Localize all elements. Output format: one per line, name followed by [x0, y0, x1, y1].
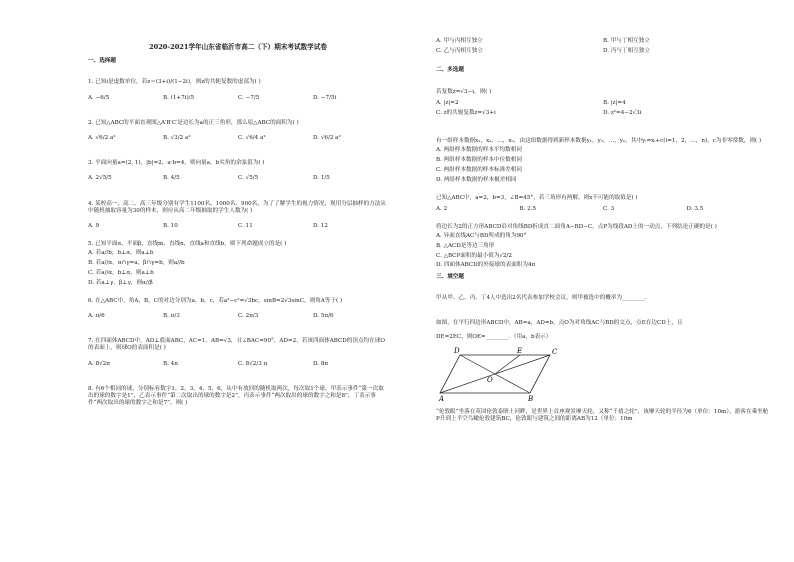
option-b: B. 两组样本数据的样本中位数相同: [436, 157, 522, 164]
option-b: B. |z|=4: [603, 99, 626, 106]
exam-title: 2020-2021学年山东省临沂市高二（下）期末考试数学试卷: [149, 43, 327, 51]
label-d: D: [454, 347, 460, 356]
option-a: A. 2: [436, 205, 448, 212]
option-c: C. △BCP面积的最小值为√2/2: [436, 252, 512, 259]
section-heading-fill: 三、填空题: [436, 273, 464, 280]
parallelogram-figure: [440, 347, 770, 404]
option-a: A. −6/5: [88, 94, 110, 101]
option-d: D. 两组样本数据的样本极差相同: [436, 176, 517, 183]
option-a: A. 9: [88, 223, 100, 230]
option-b: B. 若a//α，α∩γ=a，β∩γ=b，则a//b: [88, 260, 185, 267]
label-c: C: [552, 348, 558, 357]
option-b: B. 2.5: [519, 205, 537, 212]
options: [88, 313, 388, 320]
question-text: 4. 某校高一、高二、高三年级分别有学生1100名、1000名、900名，为了了解学生的视力情况，现用分层抽样的方法从中随机抽取容量为30的样本，则应从高二年级抽取的学生人数为( ): [88, 200, 386, 214]
question-3: [88, 160, 388, 182]
options: [88, 250, 388, 286]
option-d: D. √6/2 a²: [313, 135, 341, 142]
right-column: [436, 38, 770, 427]
option-c: C. 11: [238, 223, 253, 230]
options: [436, 147, 770, 183]
option-d: D. 3.5: [686, 205, 704, 212]
option-d: D. 12: [313, 223, 328, 230]
question-6: [88, 298, 388, 320]
parallelogram-diagram: [439, 347, 570, 404]
question-text: 7. 在四面体ABCD中，AD⊥底面ABC，AC=1，AB=√3，且∠BAC=90°，AD=2，若该四面体ABCD的顶点均在球O的表面上，则球O的表面积是( ): [88, 338, 385, 352]
option-d: D. 1/5: [313, 175, 330, 182]
option-a: A. 若a//b，b⊥α，则a⊥b: [88, 250, 154, 257]
options: [88, 361, 388, 368]
label-e: E: [517, 347, 523, 356]
question-8: [88, 386, 388, 408]
option-d: D. 5π/6: [313, 312, 334, 319]
option-c: C. 8√2/3 π: [238, 360, 268, 367]
option-b: B. π/3: [163, 312, 180, 319]
label-o: O: [487, 376, 493, 385]
options: [436, 100, 770, 120]
question-text: 将边长为2的正方形ABCD沿对角线BD折成直二面角A−BD−C，点P为线段AD上的一动点，下列结论正确的是( ): [436, 224, 717, 231]
question-text-line2: DE=2EC，则OE=________．（用a，b表示）: [436, 334, 552, 341]
question-7: [88, 338, 388, 368]
options: [88, 95, 388, 102]
options: [88, 135, 388, 142]
option-b: B. √3/2 a²: [163, 135, 191, 142]
question-2: [88, 120, 388, 142]
question-text: 已知△ABC中，a=2，b=3，∠B=45°，若三角形有两解，则x不可能的取值是( ): [436, 194, 638, 201]
segment-oe: [495, 355, 520, 374]
option-b: B. 4π: [163, 360, 178, 367]
option-a: A. 2√5/5: [88, 175, 112, 182]
option-a: A. √6/2 a²: [88, 135, 116, 142]
option-a: A. 8√2π: [88, 360, 110, 367]
option-c: C. 2π/3: [238, 312, 259, 319]
option-d: D. −7/5i: [313, 94, 337, 101]
option-a: A. π/6: [88, 312, 105, 319]
option-a: A. 甲与丙相互独立: [436, 38, 483, 44]
options: [436, 233, 770, 269]
question-text: 有一组样本数据x₁，x₂，…，xₙ，由这组数据得到新样本数据y₁，y₂，…，yₙ，其中yᵢ=xᵢ+c(i=1，2，…，n)，c为非零常数，则( ): [436, 138, 762, 145]
option-c: C. z的共轭复数z=√3+i: [436, 110, 496, 117]
option-c: C. 两组样本数据的样本标准差相同: [436, 166, 522, 173]
section-heading-choice: 一、选择题: [88, 58, 116, 65]
option-d: D. z²=4−2√3i: [603, 110, 642, 117]
question-1: [88, 79, 388, 101]
question-text-line1: 如图，在平行四边形ABCD中，AB=a，AD=b，点O为对角线AC与BD的交点，点E在边CD上，且: [436, 320, 683, 327]
option-c: C. 乙与丙相互独立: [436, 48, 483, 55]
option-d: D. 四面体ABCD的外接球的表面积为4π: [436, 262, 536, 269]
option-a: A. 异面直线AC与BD所成的角为90°: [436, 233, 527, 240]
question-text: 1. 已知i是虚数单位，若z＝(3+i)/(1−2i)，则z的共轭复数的虚部为( ): [88, 79, 261, 86]
section-heading-multi: 二、多选题: [436, 67, 464, 74]
question-15: “伦敦眼”坐落在英国伦敦泰晤士河畔，是世界上首座观景摩天轮，又称“千禧之轮”，该摩天轮的半径为6（单位：10m），游客在乘坐舱P升到上半空鸟瞰伦敦建筑BC，伦敦眼与建筑之间的距离AB为12（单位：10m: [436, 408, 769, 422]
option-d: D. 若a⊥γ，β⊥γ，则α//β: [88, 279, 153, 286]
option-b: B. 10: [163, 223, 178, 230]
options: [88, 175, 388, 182]
option-c: C. √5/5: [238, 175, 259, 182]
option-a: A. |z|=2: [436, 99, 459, 106]
question-text: 6. 在△ABC中，角A，B，C的对边分别为a，b，c，若a²−c²=√3bc，sinB=2√3sinC，则角A等于( ): [88, 297, 343, 304]
option-b: B. △ACD是等边三角形: [436, 243, 495, 250]
option-b: B. 甲与丁相互独立: [603, 38, 650, 44]
option-c: C. 若a//α，b⊥α，则a⊥b: [88, 269, 154, 276]
options: [436, 206, 770, 213]
question-4: [88, 201, 388, 231]
question-text: 8. 有6个相同的球，分别标有数字1，2，3，4，5，6，从中有放回的随机取两次，每次取1个球，甲表示事件“第一次取出的球的数字是1”，乙表示事件“第二次取出的球的数字是2”，丙表示事件“两次取出的球的数字之和是8”，丁表示事件“两次取出的球的数字之和是7”，则( ): [88, 385, 384, 407]
option-a: A. 两组样本数据的样本平均数相同: [436, 147, 522, 154]
question-9: [436, 89, 770, 121]
option-c: C. 3: [603, 205, 615, 212]
question-text: 2. 已知△ABC的平面直观图△A′B′C′是边长为a的正三角形，那么原△ABC的面积为( ): [88, 119, 299, 126]
question-text: 若复数z=√3−i，则( ): [436, 88, 492, 95]
option-d: D. 8π: [313, 360, 329, 367]
label-b: B: [528, 395, 534, 404]
question-8-options: [436, 38, 770, 58]
option-c: C. −7/5: [238, 94, 260, 101]
option-b: B. (1+7i)/5: [163, 94, 195, 101]
question-11: [436, 195, 770, 213]
question-5: [88, 241, 388, 287]
question-12: [436, 224, 770, 270]
option-b: B. 4/5: [163, 175, 180, 182]
question-text: 3. 平面向量a=(2, 1)，|b|=2，a·b=4，则向量a，b夹角的余弦值为( ): [88, 160, 265, 167]
left-column: [88, 36, 388, 411]
option-d: D. 丙与丁相互独立: [603, 48, 650, 55]
question-14: [436, 320, 770, 341]
question-13: 甲从甲、乙、丙、丁4人中选出2名代表参加学校会议，则甲被选中的概率为________．: [436, 294, 651, 301]
options: [88, 223, 388, 230]
question-text: 5. 已知平面α，平面β，直线m，直线n，直线a和直线b，则下列命题成立的是( ): [88, 241, 287, 248]
question-10: [436, 138, 770, 184]
option-c: C. √6/4 a²: [238, 135, 266, 142]
label-a: A: [439, 395, 445, 404]
